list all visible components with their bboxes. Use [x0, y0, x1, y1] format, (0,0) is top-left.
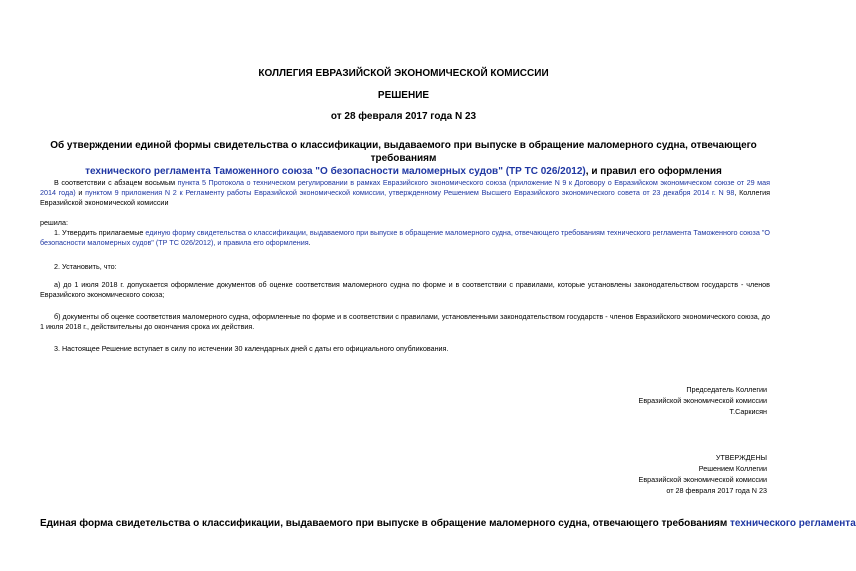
item-1-text: 1. Утвердить прилагаемые	[54, 228, 146, 237]
approval-block	[639, 452, 767, 496]
approval-decision: Решением Коллегии	[698, 464, 767, 473]
item-2b: б) документы об оценке соответствия маломерного судна, оформленные по форме и в соответствии с правилами, установленными законодательством государств - членов Евразийского экономического союза, до 1 июля 2018 г., действительны до окончания срока их действия.	[40, 312, 770, 331]
preamble-text: В соответствии с абзацем восьмым	[54, 178, 178, 187]
item-3: 3. Настоящее Решение вступает в силу по истечении 30 календарных дней с даты его официального опубликования.	[54, 344, 449, 353]
form-title	[40, 518, 856, 529]
item-2: 2. Установить, что:	[54, 262, 117, 271]
title-text: Об утверждении единой формы свидетельства о классификации, выдаваемого при выпуске в обращение маломерного судна, отвечающего требованиям	[50, 140, 757, 164]
title-regulation-link[interactable]: технического регламента Таможенного союза "О безопасности маломерных судов" (ТР ТС 026/2012)	[85, 166, 586, 177]
decided-label: решила:	[40, 218, 68, 227]
form-title-text: Единая форма свидетельства о классификации, выдаваемого при выпуске в обращение маломерного судна, отвечающего требованиям	[40, 518, 731, 529]
issuing-organization: КОЛЛЕГИЯ ЕВРАЗИЙСКОЙ ЭКОНОМИЧЕСКОЙ КОМИССИИ	[258, 68, 549, 79]
document-title	[40, 139, 767, 178]
regulation-link[interactable]: пунктом 9 приложения N 2 к Регламенту работы Евразийской экономической комиссии, утвержденному Решением Высшего Евразийского экономического совета от 23 декабря 2014 г. N 98	[85, 188, 735, 197]
protocol-link[interactable]: пункта 5 Протокола о техническом регулировании в рамках Евразийского экономического союза (приложение N 9 к Договору о Евразийском экономическом союзе от 29 мая 2014 года)	[40, 178, 770, 197]
signature-position: Председатель Коллегии	[686, 385, 767, 394]
preamble-paragraph	[40, 178, 770, 208]
approval-organization: Евразийской экономической комиссии	[638, 475, 767, 484]
signature-name: Т.Саркисян	[729, 407, 767, 416]
document-date: от 28 февраля 2017 года N 23	[330, 111, 477, 122]
document-type: РЕШЕНИЕ	[377, 90, 430, 101]
approval-heading: УТВЕРЖДЕНЫ	[715, 453, 767, 462]
preamble-text: , Коллегия Евразийской экономической комиссии	[40, 188, 771, 207]
title-text-end: , и правил его оформления	[585, 166, 722, 177]
preamble-text: и	[75, 188, 86, 197]
form-title-regulation-link[interactable]: технического регламента	[730, 518, 856, 529]
item-2a: а) до 1 июля 2018 г. допускается оформление документов об оценке соответствия маломерного судна по форме и в соответствии с правилами, которые установлены законодательством государств - членов Евразийского экономического союза;	[40, 280, 770, 299]
item-1	[40, 228, 770, 248]
signature-organization: Евразийской экономической комиссии	[638, 396, 767, 405]
approved-form-link[interactable]: единую форму свидетельства о классификации, выдаваемого при выпуске в обращение маломерного судна, отвечающего требованиям технического регламента Таможенного союза "О безопасности маломерных судов" (ТР ТС 026/2012), и правила его оформления	[40, 228, 770, 247]
approval-date: от 28 февраля 2017 года N 23	[666, 486, 767, 495]
signature-block	[639, 384, 767, 417]
item-1-text: .	[308, 238, 311, 247]
